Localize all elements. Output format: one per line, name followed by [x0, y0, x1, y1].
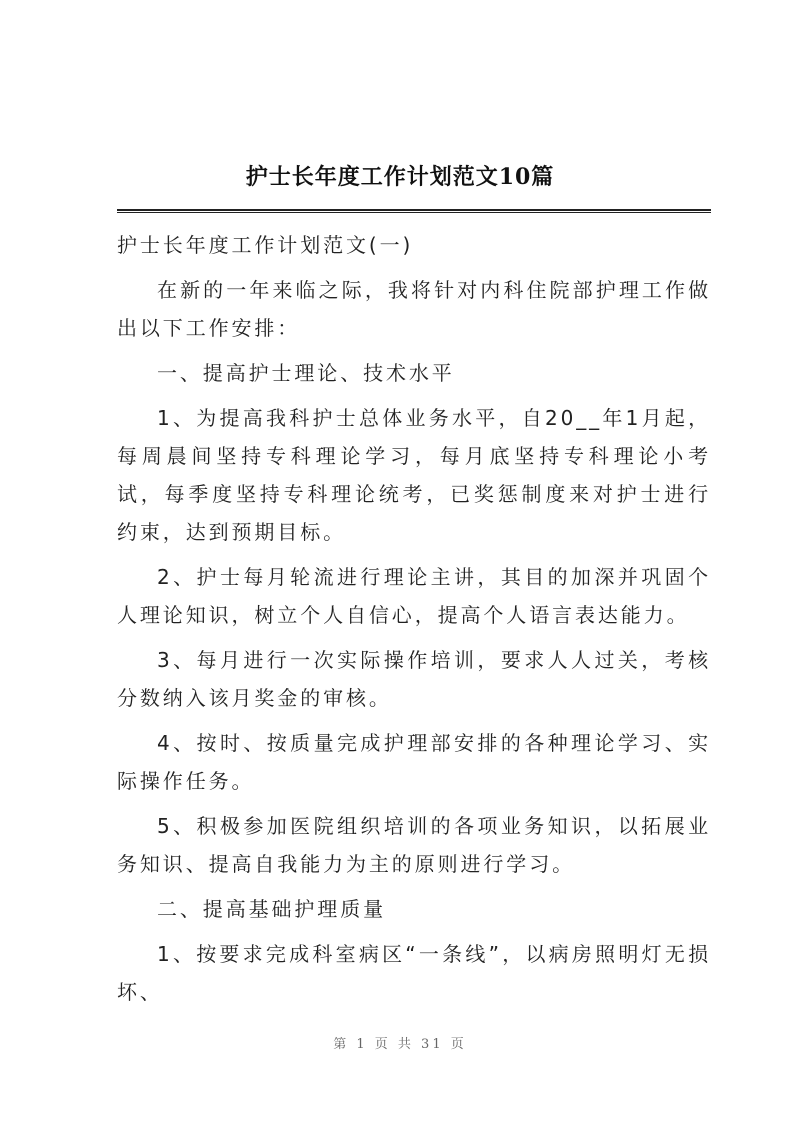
- paragraph: 1、按要求完成科室病区“一条线”，以病房照明灯无损坏、: [117, 942, 711, 1004]
- paragraph: 一、提高护士理论、技术水平: [157, 361, 455, 385]
- paragraph: 1、为提高我科护士总体业务水平，自20__年1月起，每周晨间坚持专科理论学习，每月底坚持专科理论小考试，每季度坚持专科理论统考，已奖惩制度来对护士进行约束，达到预期目标。: [117, 406, 711, 544]
- document-title: 护士长年度工作计划范文10篇: [245, 164, 555, 190]
- paragraph: 在新的一年来临之际，我将针对内科住院部护理工作做出以下工作安排：: [117, 278, 711, 340]
- paragraph: 5、积极参加医院组织培训的各项业务知识，以拓展业务知识、提高自我能力为主的原则进行学习。: [117, 814, 711, 876]
- title-divider: [117, 209, 711, 213]
- section-heading: 护士长年度工作计划范文(一): [117, 233, 414, 257]
- paragraph: 2、护士每月轮流进行理论主讲，其目的加深并巩固个人理论知识，树立个人自信心，提高个人语言表达能力。: [117, 565, 711, 627]
- paragraph: 二、提高基础护理质量: [157, 897, 386, 921]
- paragraph: 4、按时、按质量完成护理部安排的各种理论学习、实际操作任务。: [117, 731, 711, 793]
- page-footer: 第 1 页 共 31 页: [333, 1037, 467, 1052]
- paragraph: 3、每月进行一次实际操作培训，要求人人过关，考核分数纳入该月奖金的审核。: [117, 648, 711, 710]
- document-body: [117, 226, 711, 1018]
